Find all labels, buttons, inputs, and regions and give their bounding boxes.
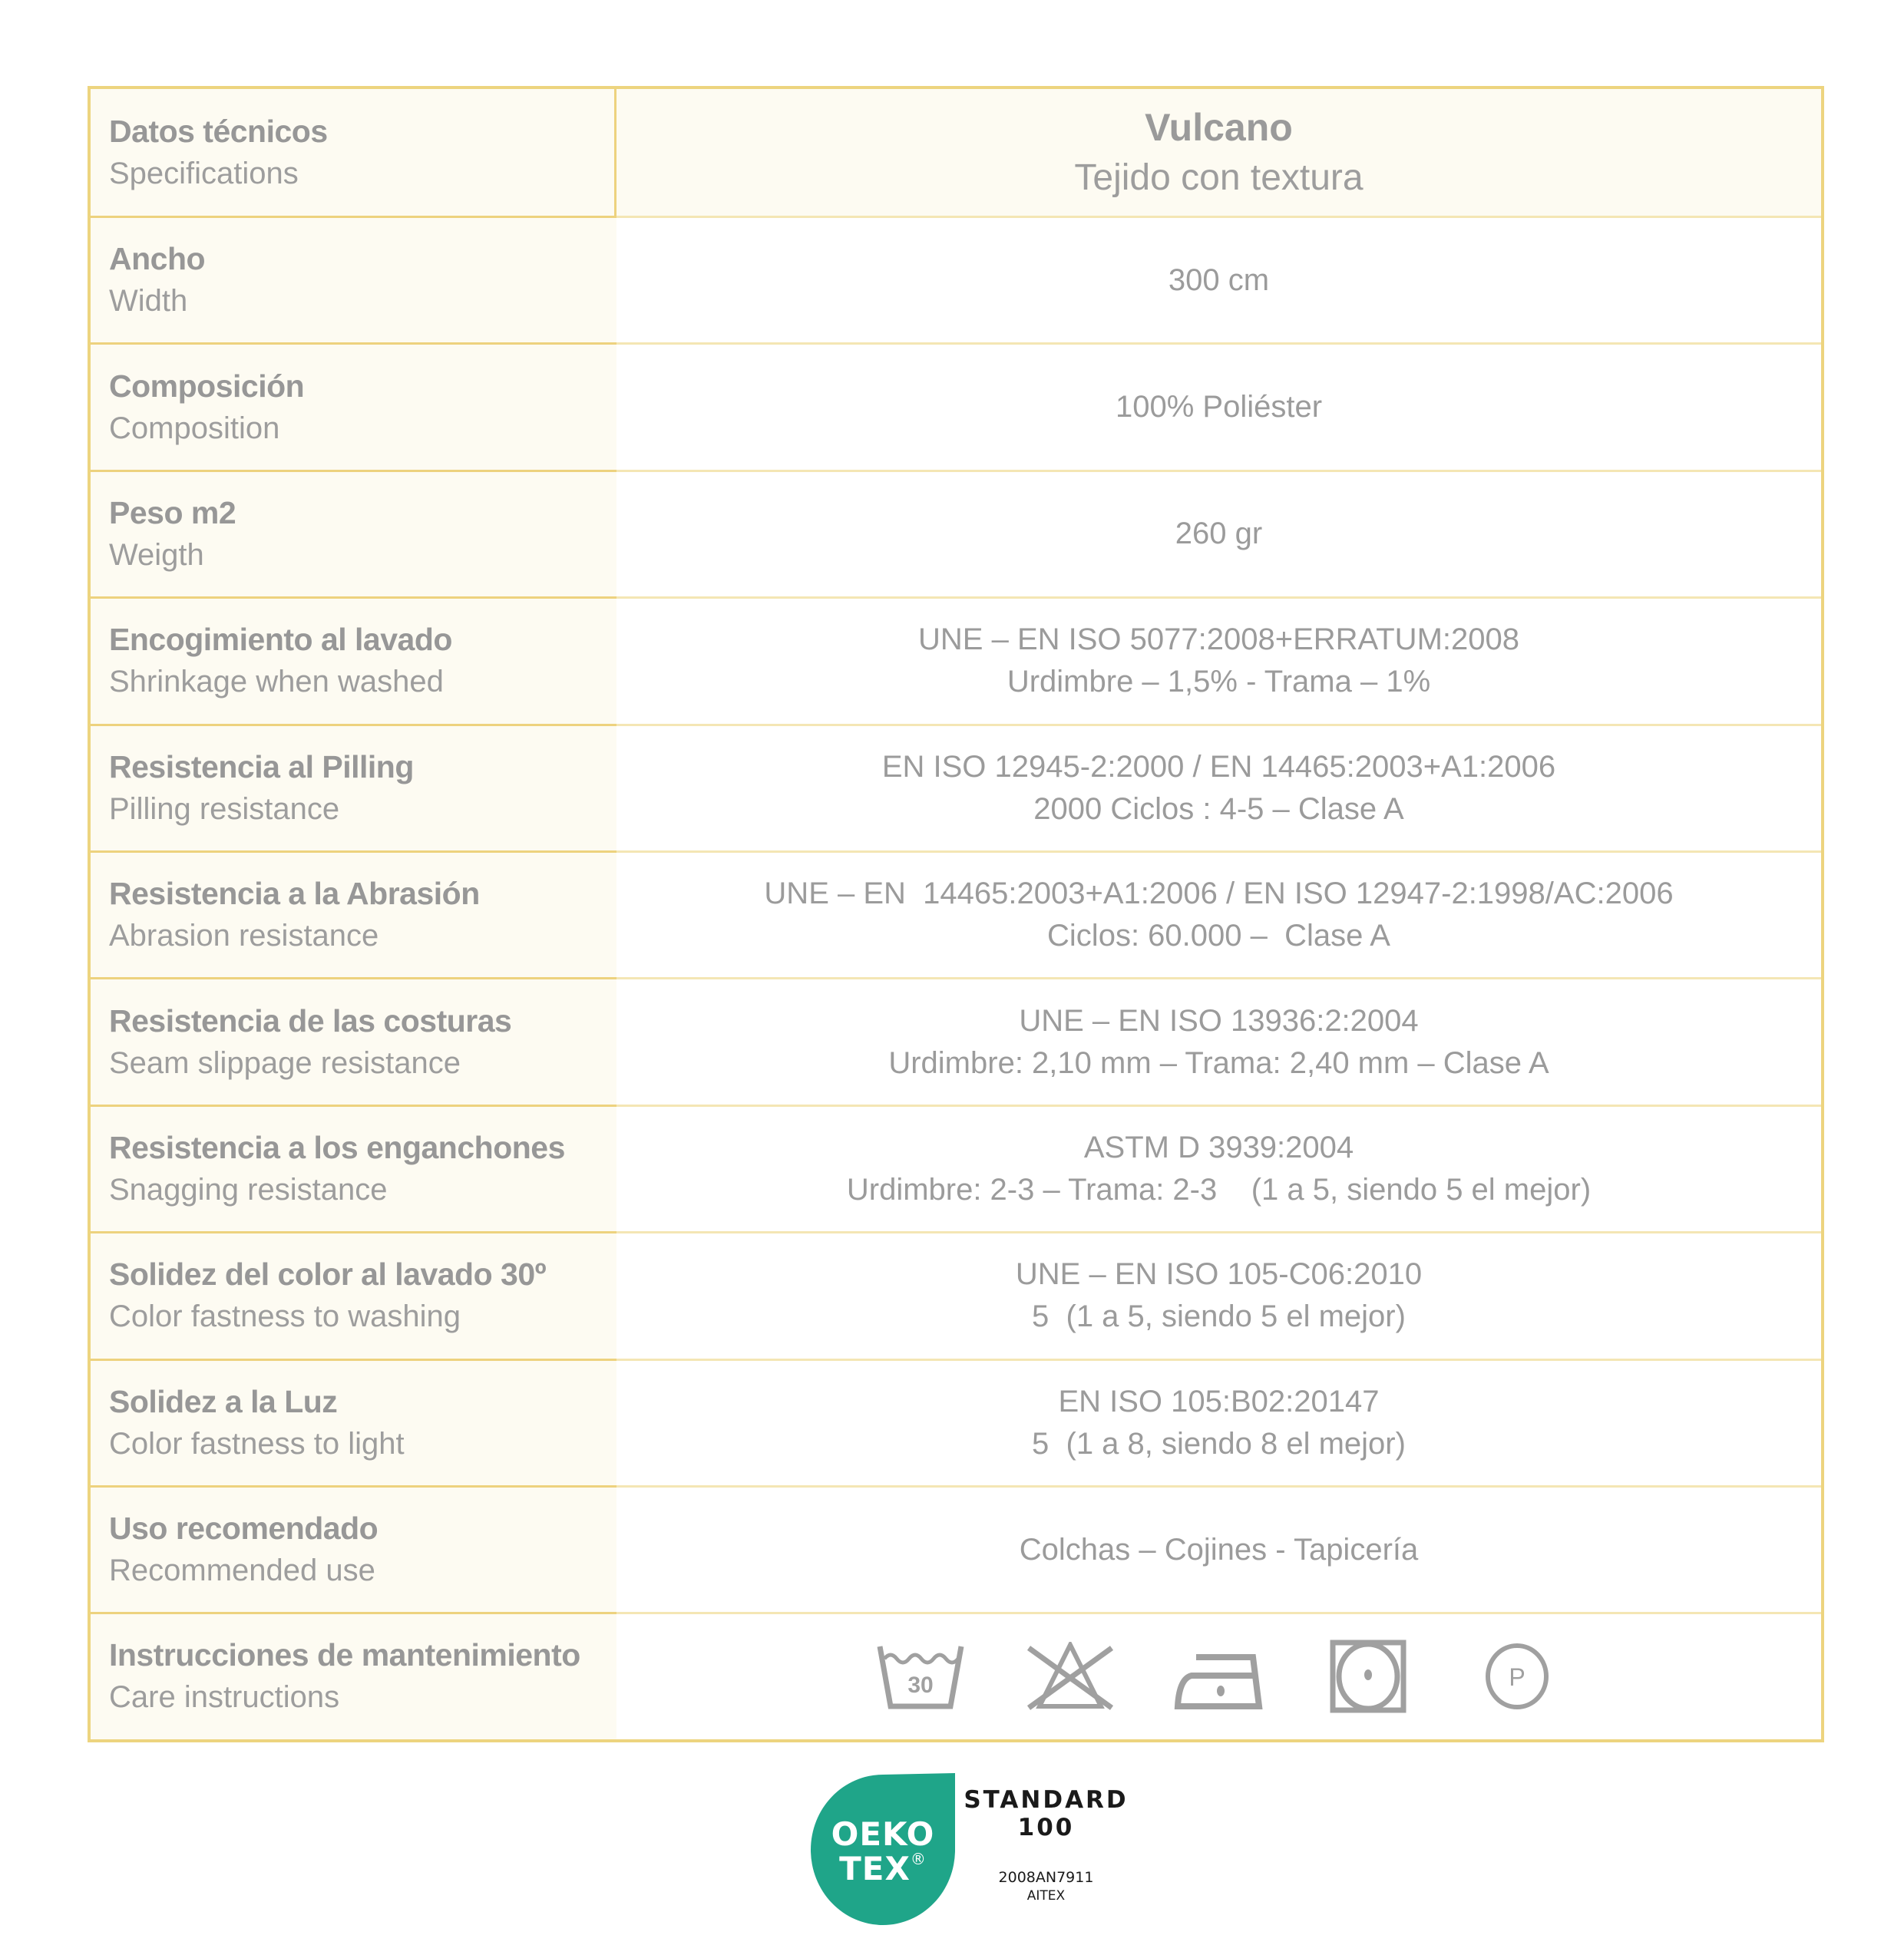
row-value-line-2: 5 (1 a 5, siendo 5 el mejor) — [1032, 1299, 1406, 1334]
oeko-tex-logo — [806, 1769, 1129, 1930]
row-label-en: Recommended use — [109, 1554, 375, 1588]
row-label-es: Solidez del color al lavado 30º — [109, 1257, 547, 1293]
row-label-cell — [91, 1107, 616, 1231]
row-label-es: Ancho — [109, 241, 206, 277]
row-label-en: Shrinkage when washed — [109, 665, 444, 699]
row-label-en: Care instructions — [109, 1680, 340, 1715]
row-label-cell — [91, 345, 616, 469]
care-icons-cell — [616, 1614, 1821, 1739]
iron-low-icon — [1169, 1638, 1269, 1715]
row-value-cell — [616, 1107, 1821, 1231]
logo-tex — [811, 1850, 955, 1887]
row-label-es: Encogimiento al lavado — [109, 622, 452, 658]
row-value-cell — [616, 1488, 1821, 1612]
row-label-en: Width — [109, 284, 188, 319]
row-label-es: Instrucciones de mantenimiento — [109, 1637, 580, 1673]
row-label-cell — [91, 599, 616, 723]
row-value-line-1: EN ISO 12945-2:2000 / EN 14465:2003+A1:2006 — [881, 749, 1556, 784]
row-label-es: Peso m2 — [109, 494, 236, 530]
table-row — [91, 342, 1821, 469]
table-row — [91, 724, 1821, 850]
table-header-row — [91, 89, 1821, 216]
row-value-line-2: Urdimbre: 2,10 mm – Trama: 2,40 mm – Clase A — [888, 1045, 1549, 1080]
row-label-es: Resistencia a los enganchones — [109, 1129, 565, 1165]
row-label-en: Color fastness to washing — [109, 1299, 461, 1334]
table-row — [91, 470, 1821, 596]
row-label-en: Snagging resistance — [109, 1172, 388, 1207]
standard-number: 100 — [1017, 1814, 1075, 1841]
row-label-es: Composición — [109, 368, 305, 404]
logo-oeko: OEKO — [831, 1815, 935, 1853]
registered-mark: ® — [910, 1850, 927, 1868]
table-row — [91, 216, 1821, 342]
row-label-es: Resistencia a la Abrasión — [109, 876, 480, 912]
row-label-en: Seam slippage resistance — [109, 1045, 461, 1080]
row-value-cell — [616, 1233, 1821, 1358]
row-value-cell — [616, 853, 1821, 977]
row-label-cell — [91, 726, 616, 850]
row-label-en: Abrasion resistance — [109, 919, 379, 953]
row-label-es: Uso recomendado — [109, 1511, 378, 1547]
row-value-cell — [616, 599, 1821, 723]
specifications-table — [88, 86, 1824, 1742]
row-value-line-1: 260 gr — [1175, 517, 1263, 551]
tumble-dry-icon — [1318, 1638, 1418, 1715]
table-row — [91, 977, 1821, 1104]
wash-30-icon — [871, 1638, 971, 1715]
header-label-cell — [91, 89, 616, 216]
product-type: Tejido con textura — [1074, 157, 1364, 198]
row-label-cell — [91, 218, 616, 342]
care-icons — [616, 1638, 1821, 1715]
header-product-cell — [616, 89, 1821, 216]
row-value-line-1: ASTM D 3939:2004 — [1083, 1130, 1354, 1164]
row-label-cell — [91, 472, 616, 596]
row-label-es: Solidez a la Luz — [109, 1383, 338, 1419]
no-bleach-icon — [1020, 1638, 1120, 1715]
row-label-cell — [91, 1361, 616, 1485]
row-value-line-2: Ciclos: 60.000 – Clase A — [1047, 919, 1390, 953]
certificate-number: 2008AN7911 — [998, 1869, 1094, 1886]
row-label-cell — [91, 1488, 616, 1612]
table-row — [91, 1105, 1821, 1231]
header-label-es: Datos técnicos — [109, 113, 328, 149]
row-label-cell — [91, 1233, 616, 1358]
table-row — [91, 1485, 1821, 1612]
dry-clean-p-icon — [1467, 1638, 1567, 1715]
row-value-line-2: Urdimbre: 2-3 – Trama: 2-3 (1 a 5, siendo 5 el mejor) — [846, 1172, 1592, 1207]
row-value-line-2: 5 (1 a 8, siendo 8 el mejor) — [1032, 1426, 1406, 1461]
row-value-cell — [616, 1361, 1821, 1485]
table-row — [91, 596, 1821, 723]
table-row — [91, 1359, 1821, 1485]
row-label-en: Pilling resistance — [109, 791, 340, 826]
table-row — [91, 1231, 1821, 1358]
row-value-line-1: UNE – EN ISO 13936:2:2004 — [1019, 1003, 1419, 1038]
row-value-line-1: UNE – EN 14465:2003+A1:2006 / EN ISO 12947-2:1998/AC:2006 — [764, 877, 1674, 911]
standard-label: STANDARD — [964, 1786, 1129, 1814]
row-value-line-1: UNE – EN ISO 105-C06:2010 — [1015, 1257, 1423, 1292]
logo-tex-text: TEX — [839, 1850, 911, 1887]
row-value-line-2: 2000 Ciclos : 4-5 – Clase A — [1033, 791, 1404, 826]
table-row-care-instructions — [91, 1612, 1821, 1739]
oeko-tex-drop-icon — [811, 1773, 955, 1925]
row-value-cell — [616, 979, 1821, 1104]
row-value-line-1: Colchas – Cojines - Tapicería — [1019, 1532, 1419, 1567]
row-value-cell — [616, 345, 1821, 469]
row-value-cell — [616, 726, 1821, 850]
row-value-line-1: UNE – EN ISO 5077:2008+ERRATUM:2008 — [918, 622, 1519, 657]
table-row — [91, 850, 1821, 977]
dry-clean-letter: P — [1508, 1663, 1526, 1692]
row-label-es: Resistencia de las costuras — [109, 1002, 512, 1039]
row-label-cell — [91, 1614, 616, 1739]
row-label-cell — [91, 979, 616, 1104]
row-value-line-2: Urdimbre – 1,5% - Trama – 1% — [1007, 665, 1431, 699]
row-value-line-1: 100% Poliéster — [1115, 390, 1323, 424]
row-label-en: Weigth — [109, 537, 204, 572]
row-label-en: Composition — [109, 411, 280, 445]
row-value-line-1: EN ISO 105:B02:20147 — [1058, 1384, 1380, 1418]
row-value-cell — [616, 218, 1821, 342]
row-label-es: Resistencia al Pilling — [109, 748, 414, 784]
wash-temperature: 30 — [907, 1673, 934, 1699]
row-value-cell — [616, 472, 1821, 596]
certifying-institute: AITEX — [1026, 1888, 1066, 1904]
row-value-line-1: 300 cm — [1168, 263, 1270, 297]
header-label-en: Specifications — [109, 156, 299, 190]
product-name: Vulcano — [1145, 105, 1293, 149]
row-label-cell — [91, 853, 616, 977]
row-label-en: Color fastness to light — [109, 1426, 405, 1461]
